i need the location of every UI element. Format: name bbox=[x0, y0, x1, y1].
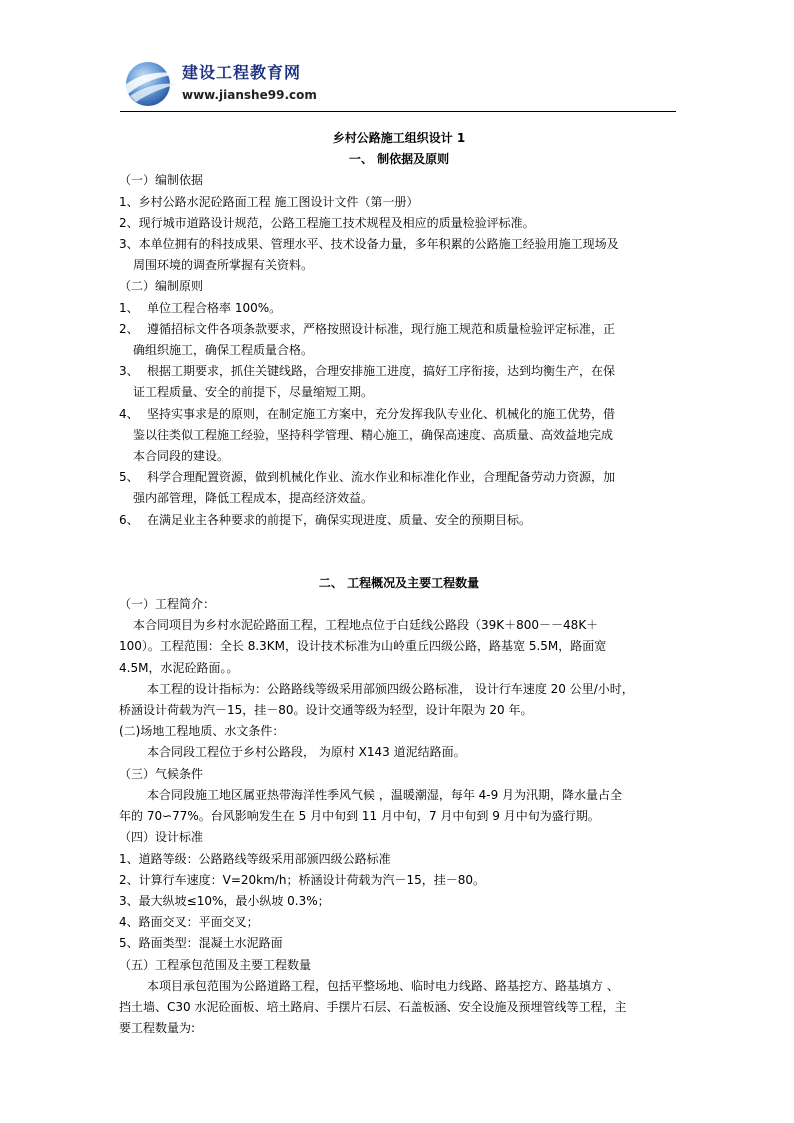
principle-6-num: 6、 bbox=[119, 512, 139, 527]
standard-item-1: 1、道路等级：公路路线等级采用部颁四级公路标准 bbox=[119, 851, 391, 866]
principle-4-text: 坚持实事求是的原则，在制定施工方案中，充分发挥我队专业化、机械化的施工优势，借 bbox=[147, 406, 616, 421]
scope-para-cont-2: 要工程数量为: bbox=[119, 1021, 196, 1036]
climate-para: 本合同段施工地区属亚热带海洋性季风气候 ，温暖潮湿，每年 4-9 月为汛期，降水量占全 bbox=[147, 787, 623, 802]
principle-3-num: 3、 bbox=[119, 364, 139, 379]
principle-5 bbox=[119, 467, 679, 488]
principle-6 bbox=[119, 510, 679, 531]
section-2-sub-1: （一）工程简介： bbox=[119, 597, 216, 612]
document-title: 乡村公路施工组织设计 1 bbox=[332, 131, 466, 145]
brand-url: www.jianshe99.com bbox=[182, 88, 317, 102]
section-2-sub-2: (二)场地工程地质、水文条件： bbox=[119, 724, 285, 739]
globe-logo-icon bbox=[120, 56, 182, 108]
basis-item-3: 3、本单位拥有的科技成果、管理水平、技术设备力量，多年积累的公路施工经验用施工现场及 bbox=[119, 237, 619, 252]
intro-para-1-cont-1: 100）。工程范围：全长 8.3KM，设计技术标准为山岭重丘四级公路，路基宽 5.5M，路面宽 bbox=[119, 639, 607, 654]
section-spacer bbox=[119, 531, 679, 573]
site-header bbox=[120, 52, 680, 112]
geology-para: 本合同段工程位于乡村公路段， 为原村 X143 道泥结路面。 bbox=[147, 745, 466, 760]
brand-name: 建设工程教育网 bbox=[182, 63, 302, 82]
basis-item-1: 1、乡村公路水泥砼路面工程 施工图设计文件（第一册） bbox=[119, 194, 419, 209]
scope-para: 本项目承包范围为公路道路工程，包括平整场地、临时电力线路、路基挖方、路基填方 、 bbox=[147, 978, 619, 993]
intro-para-2-cont: 桥涵设计荷载为汽－15，挂－80。设计交通等级为轻型，设计年限为 20 年。 bbox=[119, 703, 533, 718]
principle-1 bbox=[119, 298, 679, 319]
principle-2-cont: 确组织施工，确保工程质量合格。 bbox=[133, 343, 314, 358]
climate-para-cont: 年的 70∽77%。台风影响发生在 5 月中旬到 11 月中旬，7 月中旬到 9 月中旬为盛行期。 bbox=[119, 809, 600, 824]
standard-item-3: 3、最大纵坡≤10%，最小纵坡 0.3%； bbox=[119, 893, 330, 908]
basis-item-2: 2、现行城市道路设计规范，公路工程施工技术规程及相应的质量检验评标准。 bbox=[119, 215, 535, 230]
principle-1-num: 1、 bbox=[119, 300, 139, 315]
document-body bbox=[119, 128, 679, 1039]
section-2-sub-4: （四）设计标准 bbox=[119, 830, 204, 845]
principle-4-num: 4、 bbox=[119, 406, 139, 421]
intro-para-2: 本工程的设计指标为：公路路线等级采用部颁四级公路标准， 设计行车速度 20 公里/小时， bbox=[147, 681, 634, 696]
intro-para-1: 本合同项目为乡村水泥砼路面工程，工程地点位于白廷线公路段（39K＋800－－48K＋ bbox=[133, 618, 599, 633]
section-2-heading: 二、 工程概况及主要工程数量 bbox=[318, 575, 480, 590]
principle-5-cont: 强内部管理，降低工程成本，提高经济效益。 bbox=[133, 491, 374, 506]
principle-2-text: 遵循招标文件各项条款要求，严格按照设计标准，现行施工规范和质量检验评定标准，正 bbox=[147, 321, 616, 336]
section-1-sub-2: （二）编制原则 bbox=[119, 279, 204, 294]
standard-item-2: 2、计算行车速度：V=20km/h；桥涵设计荷载为汽－15，挂－80。 bbox=[119, 872, 485, 887]
principle-6-text: 在满足业主各种要求的前提下，确保实现进度、质量、安全的预期目标。 bbox=[147, 512, 532, 527]
section-1-sub-1: （一）编制依据 bbox=[119, 173, 204, 188]
principle-4 bbox=[119, 404, 679, 425]
principle-4-cont-1: 鉴以往类似工程施工经验，坚持科学管理、精心施工，确保高速度、高质量、高效益地完成 bbox=[133, 427, 614, 442]
basis-item-3-cont: 周围环境的调查所掌握有关资料。 bbox=[133, 258, 314, 273]
principle-2 bbox=[119, 319, 679, 340]
section-1-heading: 一、 制依据及原则 bbox=[348, 152, 450, 167]
principle-5-num: 5、 bbox=[119, 470, 139, 485]
header-divider bbox=[120, 111, 676, 112]
principle-3-cont: 证工程质量、安全的前提下，尽量缩短工期。 bbox=[133, 385, 374, 400]
principle-3-text: 根据工期要求，抓住关键线路，合理安排施工进度，搞好工序衔接，达到均衡生产，在保 bbox=[147, 364, 616, 379]
section-2-sub-3: （三）气候条件 bbox=[119, 766, 204, 781]
intro-para-1-cont-2: 4.5M，水泥砼路面。。 bbox=[119, 660, 239, 675]
scope-para-cont-1: 挡土墙、C30 水泥砼面板、培土路肩、手摆片石层、石盖板涵、安全设施及预埋管线等工程，主 bbox=[119, 999, 627, 1014]
principle-1-text: 单位工程合格率 100%。 bbox=[147, 300, 282, 315]
principle-3 bbox=[119, 361, 679, 382]
principle-5-text: 科学合理配置资源，做到机械化作业、流水作业和标准化作业，合理配备劳动力资源，加 bbox=[147, 470, 616, 485]
principle-4-cont-2: 本合同段的建设。 bbox=[133, 449, 230, 464]
principle-2-num: 2、 bbox=[119, 321, 139, 336]
standard-item-4: 4、路面交叉：平面交叉； bbox=[119, 915, 259, 930]
standard-item-5: 5、路面类型：混凝土水泥路面 bbox=[119, 936, 283, 951]
section-2-sub-5: （五）工程承包范围及主要工程数量 bbox=[119, 957, 312, 972]
